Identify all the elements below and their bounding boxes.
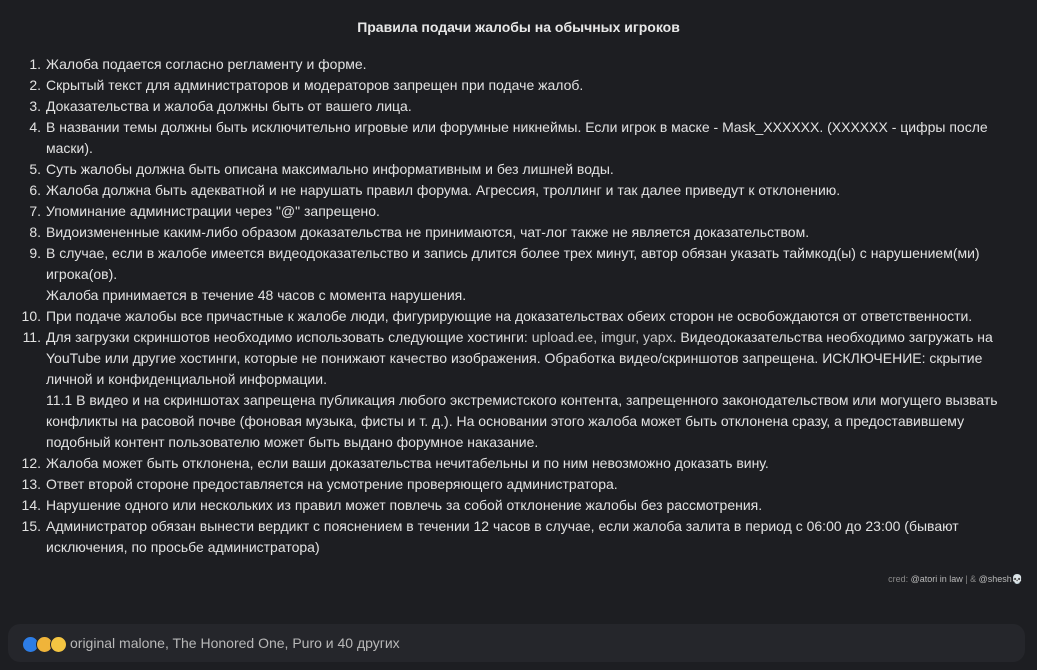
rule-item — [29, 159, 1031, 180]
rule-number: 11. — [22, 329, 41, 345]
credit-separator: | & — [962, 574, 979, 584]
rule-item — [21, 474, 1031, 495]
rule-text: Нарушение одного или нескольких из правил может повлечь за собой отклонение жалобы без рассмотрения. — [46, 497, 763, 513]
rule-text: Жалоба может быть отклонена, если ваши доказательства нечитабельны и по ним невозможно доказать вину. — [46, 455, 769, 471]
rule-number: 1. — [29, 56, 41, 72]
rules-list — [21, 54, 1031, 558]
rule-item — [21, 453, 1031, 474]
rule-number: 2. — [29, 77, 41, 93]
rule-item — [29, 222, 1031, 243]
rule-number: 4. — [29, 119, 41, 135]
reactions-bar[interactable] — [8, 624, 1025, 662]
rule-item — [29, 243, 1031, 306]
rule-text: Суть жалобы должна быть описана максимально информативным и без лишней воды. — [46, 161, 614, 177]
rule-item — [29, 201, 1031, 222]
rule-number: 13. — [21, 476, 41, 492]
skull-icon: 💀 — [1011, 574, 1023, 584]
rule-number: 10. — [21, 308, 41, 324]
rule-number: 7. — [29, 203, 41, 219]
rule-text: Жалоба должна быть адекватной и не нарушать правил форума. Агрессия, троллинг и так далее приведут к отклонению. — [46, 182, 841, 198]
credit-prefix: cred: — [888, 574, 911, 584]
rule-item — [29, 96, 1031, 117]
rule-item — [29, 117, 1031, 159]
post-title: Правила подачи жалобы на обычных игроков — [357, 19, 680, 35]
rule-text: Скрытый текст для администраторов и модераторов запрещен при подаче жалоб. — [46, 77, 584, 93]
rule-subtext: Жалоба принимается в течение 48 часов с момента нарушения. — [46, 287, 467, 303]
rule-text: В названии темы должны быть исключительно игровые или форумные никнеймы. Если игрок в маске - Mask_XXXXXX. (XXXXXX - цифры после маски). — [46, 119, 988, 156]
rule-text: Доказательства и жалоба должны быть от вашего лица. — [46, 98, 412, 114]
rule-text: Жалоба подается согласно регламенту и форме. — [46, 56, 367, 72]
rule-item — [21, 516, 1031, 558]
rule-text: Администратор обязан вынести вердикт с пояснением в течении 12 часов в случае, если жалоба залита в период с 06:00 до 23:00 (бывают исключения, по просьбе администратора) — [46, 518, 959, 555]
rule-text: Упоминание администрации через "@" запрещено. — [46, 203, 380, 219]
rule-item — [29, 180, 1031, 201]
hosting-links[interactable]: upload.ee, imgur, yapx — [531, 329, 673, 345]
haha-icon — [50, 636, 67, 653]
credit-author-link[interactable]: @atori in law — [910, 574, 963, 584]
rule-text: . Видеодоказательства необходимо загружать на YouTube или другие хостинги, которые не понижают качество изображения. Обработка видео/скриншотов запрещена. ИСКЛЮЧЕНИЕ: скрытие личной и конфиденциальной информации. — [46, 329, 993, 387]
rule-number: 3. — [29, 98, 41, 114]
rule-text: Для загрузки скриншотов необходимо использовать следующие хостинги: — [46, 329, 532, 345]
rule-text: При подаче жалобы все причастные к жалобе люди, фигурирующие на доказательствах обеих сторон не освобождаются от ответственности. — [46, 308, 973, 324]
credit-author-link[interactable]: @shesh — [978, 574, 1012, 584]
rule-number: 12. — [21, 455, 41, 471]
credit-line — [888, 574, 1023, 585]
rule-number: 9. — [29, 245, 41, 261]
rule-text: В случае, если в жалобе имеется видеодоказательство и запись длится более трех минут, автор обязан указать таймкод(ы) с нарушением(ми) игрока(ов). — [46, 245, 980, 282]
rule-number: 15. — [21, 518, 41, 534]
rule-number: 8. — [29, 224, 41, 240]
rule-text: Ответ второй стороне предоставляется на усмотрение проверяющего администратора. — [46, 476, 618, 492]
reaction-icons[interactable] — [22, 636, 68, 652]
rule-item — [29, 54, 1031, 75]
rule-text: Видоизмененные каким-либо образом доказательства не принимаются, чат-лог также не является доказательством. — [46, 224, 810, 240]
rule-subtext: 11.1 В видео и на скриншотах запрещена публикация любого экстремистского контента, запрещенного законодательством или могущего вызвать конфликты на расовой почве (фоновая музыка, фисты и т. д.). На основании этого жалоба может быть отклонена сразу, а предоставившему подобный контент пользователю может быть выдано форумное наказание. — [46, 392, 998, 450]
rule-item — [21, 306, 1031, 327]
rule-number: 5. — [29, 161, 41, 177]
rule-item — [29, 75, 1031, 96]
reactors-list-link[interactable]: original malone, The Honored One, Puro и 40 других — [70, 635, 400, 651]
rule-item — [21, 495, 1031, 516]
rule-number: 6. — [29, 182, 41, 198]
rule-number: 14. — [21, 497, 41, 513]
rule-item — [22, 327, 1031, 453]
